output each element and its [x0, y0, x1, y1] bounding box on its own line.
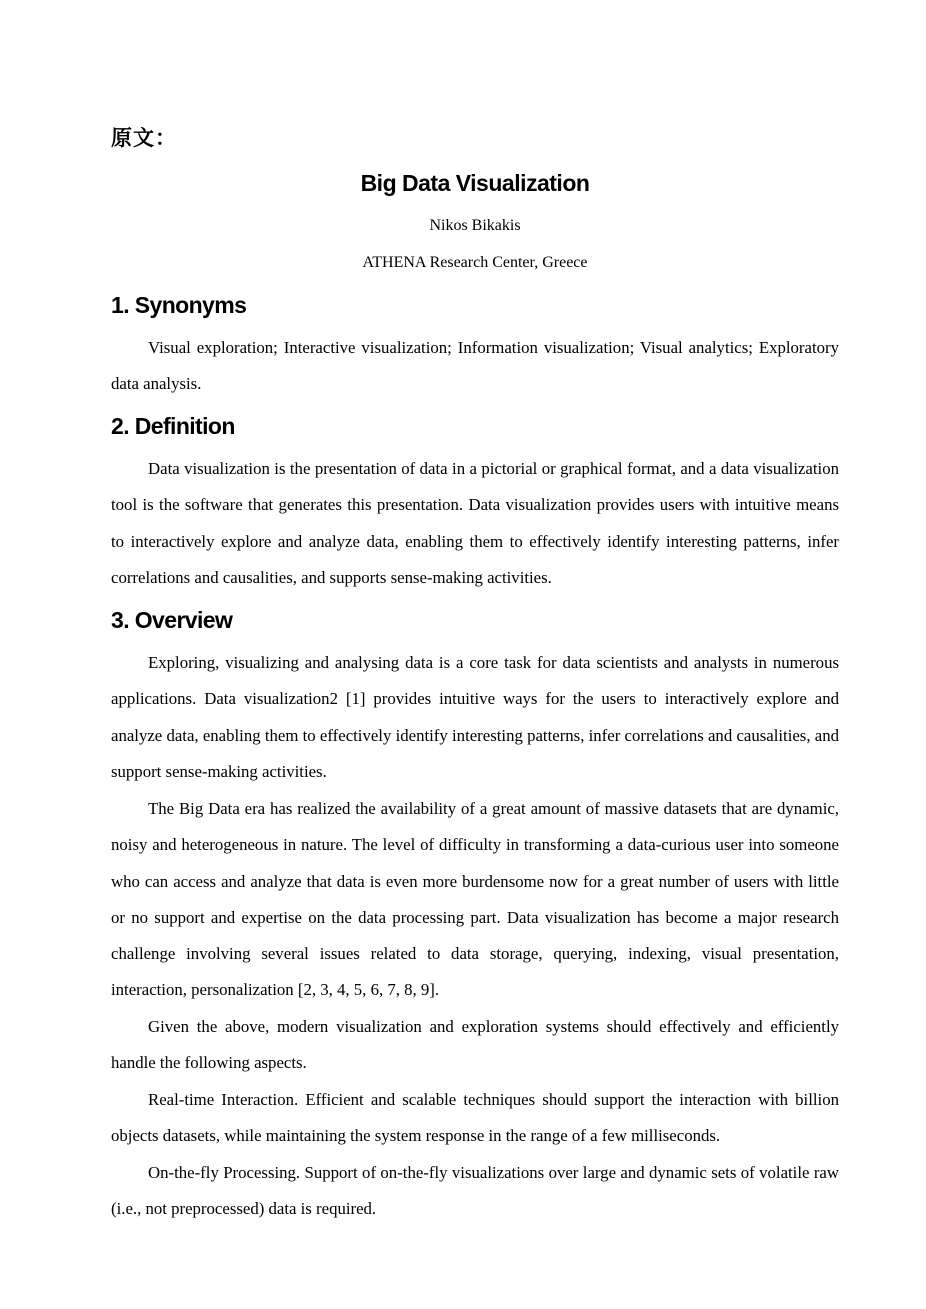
paragraph-overview-1: Exploring, visualizing and analysing data is a core task for data scientists and analysts in numerous applications. Data visualization2 [1] provides intuitive ways for the users to interactively explore and analyze data, enabling them to effectively identify interesting patterns, infer correlations and causalities, and support sense-making activities. [111, 653, 839, 781]
paragraph-overview-2: The Big Data era has realized the availability of a great amount of massive datasets that are dynamic, noisy and heterogeneous in nature. The level of difficulty in transforming a data-curious user into someone who can access and analyze that data is even more burdensome now for a great number of users with little or no support and expertise on the data processing part. Data visualization has become a major research challenge involving several issues related to data storage, querying, indexing, visual presentation, interaction, personalization [2, 3, 4, 5, 6, 7, 8, 9]. [111, 799, 839, 1000]
author-name: Nikos Bikakis [429, 217, 521, 234]
paragraph-definition: Data visualization is the presentation of data in a pictorial or graphical format, and a data visualization tool is the software that generates this presentation. Data visualization provides users with intuitive means to interactively explore and analyze data, enabling them to effectively identify interesting patterns, infer correlations and causalities, and supports sense-making activities. [111, 459, 839, 587]
section-heading-synonyms: 1. Synonyms [111, 292, 247, 318]
paragraph-overview-5: On-the-fly Processing. Support of on-the-fly visualizations over large and dynamic sets of volatile raw (i.e., not preprocessed) data is required. [111, 1163, 839, 1219]
paper-title: Big Data Visualization [360, 170, 590, 196]
section-heading-definition: 2. Definition [111, 413, 235, 439]
paragraph-overview-4: Real-time Interaction. Efficient and scalable techniques should support the interaction with billion objects datasets, while maintaining the system response in the range of a few milliseconds. [111, 1090, 839, 1146]
paragraph-overview-3: Given the above, modern visualization and exploration systems should effectively and efficiently handle the following aspects. [111, 1017, 839, 1073]
original-text-label: 原文： [111, 126, 177, 150]
section-heading-overview: 3. Overview [111, 607, 233, 633]
author-affiliation: ATHENA Research Center, Greece [362, 254, 588, 271]
paragraph-synonyms: Visual exploration; Interactive visualization; Information visualization; Visual analytics; Exploratory data analysis. [111, 338, 839, 394]
